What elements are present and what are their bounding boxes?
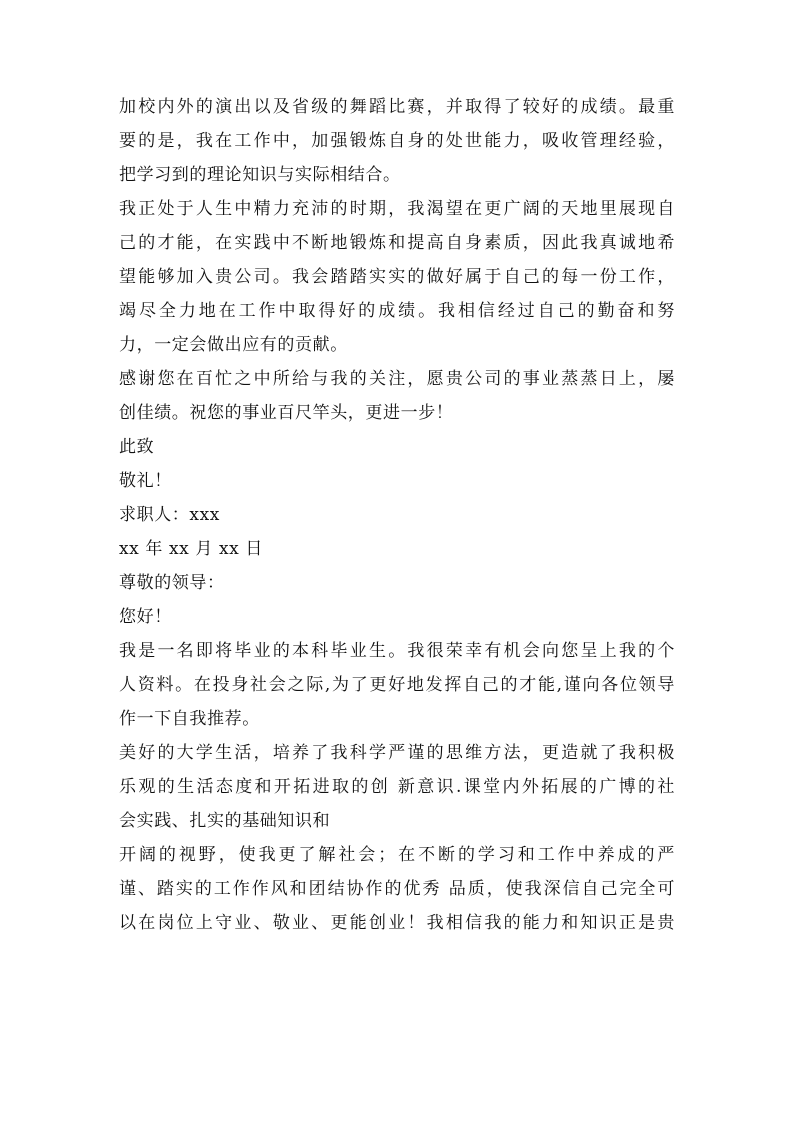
- salutation-line: 敬礼！: [119, 471, 172, 491]
- text-line: 要的是，我在工作中，加强锻炼自身的处世能力，吸收管理经验，: [119, 131, 675, 151]
- text-line: 把学习到的理论知识与实际相结合。: [119, 165, 401, 185]
- text-line: 乐观的生活态度和开拓进取的创 新意识.课堂内外拓展的广博的社: [119, 777, 675, 797]
- text-line: 开阔的视野，使我更了解社会；在不断的学习和工作中养成的严: [119, 845, 675, 865]
- letter-body: [119, 90, 675, 940]
- text-line: 力，一定会做出应有的贡献。: [119, 335, 348, 355]
- text-line: 人资料。在投身社会之际,为了更好地发挥自己的才能,谨向各位领导: [119, 675, 675, 695]
- text-line: 加校内外的演出以及省级的舞蹈比赛，并取得了较好的成绩。最重: [119, 97, 675, 117]
- greeting-line: 尊敬的领导：: [119, 573, 225, 593]
- closing-line: 此致: [119, 437, 155, 457]
- text-line: 美好的大学生活，培养了我科学严谨的思维方法，更造就了我积极: [119, 743, 675, 763]
- text-line: 我正处于人生中精力充沛的时期，我渴望在更广阔的天地里展现自: [119, 199, 675, 219]
- text-line: 我是一名即将毕业的本科毕业生。我很荣幸有机会向您呈上我的个: [119, 641, 675, 661]
- text-line: 作一下自我推荐。: [119, 709, 260, 729]
- greeting-line: 您好！: [119, 607, 172, 627]
- text-line: 竭尽全力地在工作中取得好的成绩。我相信经过自己的勤奋和努: [119, 301, 675, 321]
- date-line: xx 年 xx 月 xx 日: [119, 539, 263, 559]
- text-line: 谨、踏实的工作作风和团结协作的优秀 品质，使我深信自己完全可: [119, 879, 675, 899]
- text-line: 会实践、扎实的基础知识和: [119, 811, 331, 831]
- text-line: 创佳绩。祝您的事业百尺竿头，更进一步！: [119, 403, 454, 423]
- text-line: 感谢您在百忙之中所给与我的关注，愿贵公司的事业蒸蒸日上，屡: [119, 369, 675, 389]
- signature-line: 求职人：xxx: [119, 505, 220, 525]
- text-line: 己的才能，在实践中不断地锻炼和提高自身素质，因此我真诚地希: [119, 233, 675, 253]
- text-line: 望能够加入贵公司。我会踏踏实实的做好属于自己的每一份工作，: [119, 267, 675, 287]
- text-line: 以在岗位上守业、敬业、更能创业！我相信我的能力和知识正是贵: [119, 913, 675, 933]
